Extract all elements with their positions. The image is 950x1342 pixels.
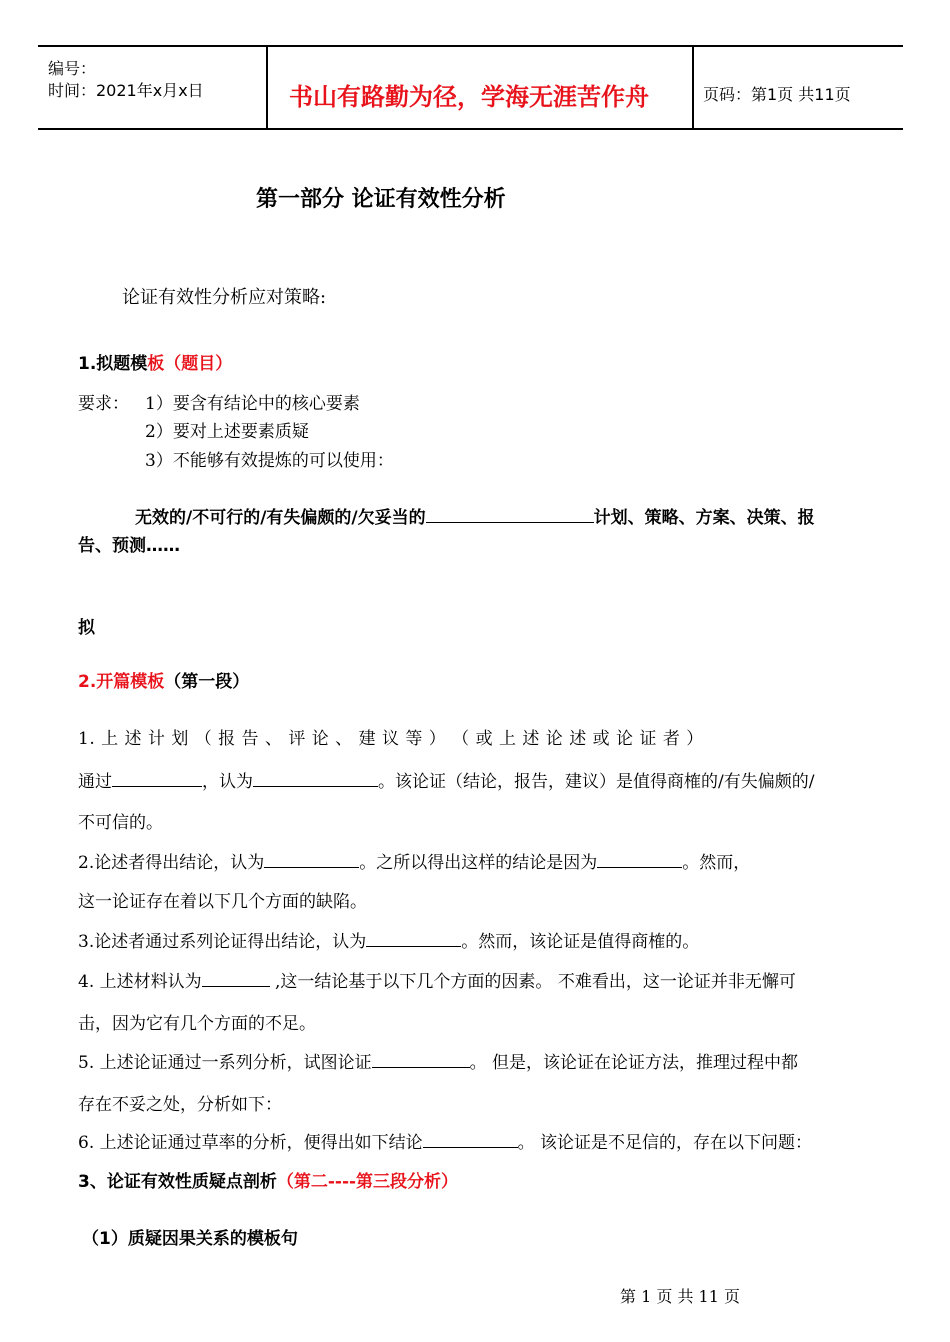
section1-ni: 拟 [78, 618, 95, 638]
header-motto: 书山有路勤为径，学海无涯苦作舟 [289, 82, 649, 111]
opening-template-1-mid: ，认为 [202, 772, 253, 792]
opening-template-2-line2: 这一论证存在着以下几个方面的缺陷。 [78, 892, 367, 912]
requirement-1: 1）要含有结论中的核心要素 [145, 394, 360, 414]
opening-template-5-line2: 存在不妥之处，分析如下： [78, 1095, 282, 1115]
header-top-rule [38, 45, 903, 47]
header-divider-right [692, 45, 694, 130]
opening-template-6-post: 。 该论证是不足信的，存在以下问题： [517, 1133, 813, 1153]
opening-template-2-pre: 2.论述者得出结论，认为 [78, 853, 265, 873]
title-template-line1 [135, 503, 815, 528]
opening-template-2-post: 。然而， [682, 853, 751, 873]
header-time-label: 时间：2021年x月x日 [48, 81, 204, 100]
blank-1b [253, 770, 378, 787]
opening-template-5-post: 。 但是，该论证在论证方法，推理过程中都 [469, 1053, 799, 1073]
header-serial-label: 编号： [48, 59, 97, 78]
opening-template-2-line1 [78, 848, 750, 873]
header-page-label: 页码：第1页 共11页 [703, 85, 851, 104]
section2-heading [78, 667, 249, 692]
opening-template-1-line2 [78, 767, 814, 792]
blank-1a [112, 770, 202, 787]
opening-template-4-line2: 击，因为它有几个方面的不足。 [78, 1014, 316, 1034]
section1-heading-black: 1.拟题模 [78, 354, 148, 374]
opening-template-6 [78, 1128, 812, 1153]
section2-heading-black: （第一段） [164, 672, 250, 692]
opening-template-5-line1 [78, 1048, 798, 1073]
blank-4 [202, 970, 270, 987]
section3-heading-black: 3、论证有效性质疑点剖析 [78, 1172, 277, 1192]
title-template-start: 无效的/不可行的/有失偏颇的/欠妥当的 [135, 508, 426, 528]
opening-template-1-pre: 通过 [78, 772, 112, 792]
title-template-blank [426, 506, 594, 523]
section3-heading [78, 1167, 458, 1192]
opening-template-4-post: ,这一结论基于以下几个方面的因素。 不难看出，这一论证并非无懈可 [269, 972, 796, 992]
requirement-3: 3）不能够有效提炼的可以使用： [145, 451, 394, 471]
intro-text: 论证有效性分析应对策略: [122, 287, 327, 308]
blank-2a [264, 851, 359, 868]
opening-template-2-mid: 。之所以得出这样的结论是因为 [359, 853, 598, 873]
opening-template-1-post: 。该论证（结论，报告，建议）是值得商榷的/有失偏颇的/ [378, 772, 815, 792]
section3-sub1: （1）质疑因果关系的模板句 [82, 1229, 298, 1249]
blank-6 [423, 1131, 518, 1148]
section3-heading-red: （第二----第三段分析） [276, 1172, 459, 1192]
section1-heading [78, 349, 232, 374]
requirement-2: 2）要对上述要素质疑 [145, 422, 309, 442]
opening-template-6-pre: 6. 上述论证通过草率的分析，便得出如下结论 [78, 1133, 423, 1153]
opening-template-3 [78, 927, 699, 952]
opening-template-4-pre: 4. 上述材料认为 [78, 972, 202, 992]
section2-heading-red: 2.开篇模板 [78, 672, 165, 692]
footer-page-number: 第 1 页 共 11 页 [620, 1287, 740, 1306]
opening-template-3-post: 。然而，该论证是值得商榷的。 [461, 932, 700, 952]
title-template-line2: 告、预测…… [78, 536, 180, 556]
opening-template-4-line1 [78, 967, 796, 992]
blank-5 [372, 1051, 470, 1068]
title-template-end: 计划、策略、方案、决策、报 [593, 508, 815, 528]
blank-2b [597, 851, 682, 868]
opening-template-3-pre: 3.论述者通过系列论证得出结论，认为 [78, 932, 367, 952]
page-title: 第一部分 论证有效性分析 [256, 187, 506, 212]
opening-template-1-line3: 不可信的。 [78, 813, 163, 833]
requirement-label: 要求： [78, 394, 129, 414]
blank-3 [366, 930, 461, 947]
opening-template-1-line1: 1. 上 述 计 划 （ 报 告 、 评 论 、 建 议 等 ） （ 或 上 述 论 述 或 论 证 者 ） [78, 729, 704, 749]
opening-template-5-pre: 5. 上述论证通过一系列分析，试图论证 [78, 1053, 372, 1073]
header-divider-left [266, 45, 268, 130]
header-bottom-rule [38, 128, 903, 130]
section1-heading-red: 板（题目） [147, 354, 233, 374]
